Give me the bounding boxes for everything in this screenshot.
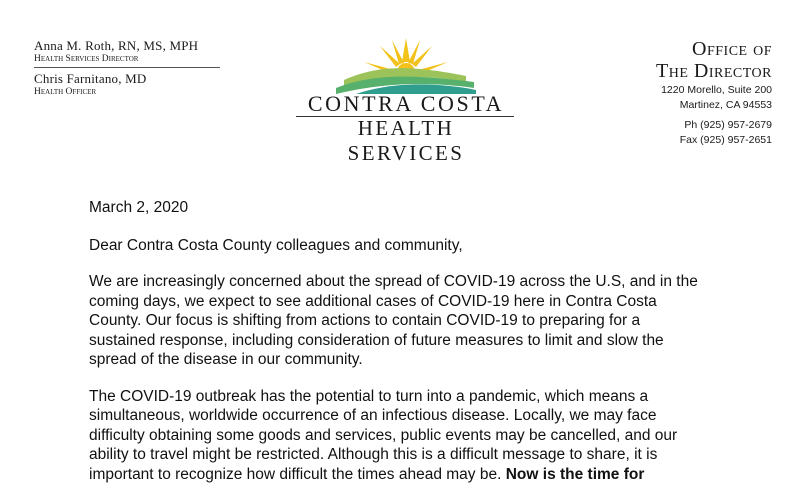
paragraph-1: We are increasingly concerned about the spread of COVID-19 across the U.S, and in the coming days, we expect to see additional cases of COVID-19 here in Contra Costa County. Our focus is shifting from actions to contain COVID-19 to preparing for a sustained response, including consideration of future measures to limit and slow the spread of the disease in our community.	[89, 273, 698, 368]
letter-salutation: Dear Contra Costa County colleagues and community,	[89, 236, 463, 254]
staff-divider	[34, 67, 220, 68]
cchs-logo	[296, 36, 518, 165]
paragraph-2-text: The COVID-19 outbreak has the potential to turn into a pandemic, which means a simultaneous, worldwide occurrence of an infectious disease. Locally, we may face difficulty obtaining some goods and services, public events may be cancelled, and our ability to travel might be restricted. Although this is a difficult message to share, it is important to recognize how difficult the times ahead may be.	[89, 387, 678, 483]
office-title-line1: Office of	[692, 38, 772, 60]
address-line2: Martinez, CA 94553	[679, 99, 772, 111]
office-title-line2: The Director	[656, 60, 772, 82]
fax-number: Fax (925) 957-2651	[679, 134, 772, 146]
staff-list	[34, 38, 220, 98]
sun-hills-icon	[336, 36, 476, 96]
address-line1: 1220 Morello, Suite 200	[661, 84, 772, 96]
health-officer-name: Chris Farnitano, MD	[34, 71, 147, 86]
phone-number: Ph (925) 957-2679	[684, 119, 772, 131]
director-title: Health Services Director	[34, 54, 139, 64]
paragraph-2-bold: Now is the time for	[505, 465, 645, 483]
letter-date: March 2, 2020	[89, 199, 189, 216]
letter-body	[89, 198, 709, 501]
health-officer-title: Health Officer	[34, 87, 97, 97]
office-contact	[656, 38, 772, 147]
paragraph-2	[89, 387, 709, 485]
logo-text-line2: HEALTH SERVICES	[347, 116, 465, 165]
director-name: Anna M. Roth, RN, MS, MPH	[34, 38, 199, 53]
logo-text-line1: CONTRA COSTA	[307, 91, 505, 116]
